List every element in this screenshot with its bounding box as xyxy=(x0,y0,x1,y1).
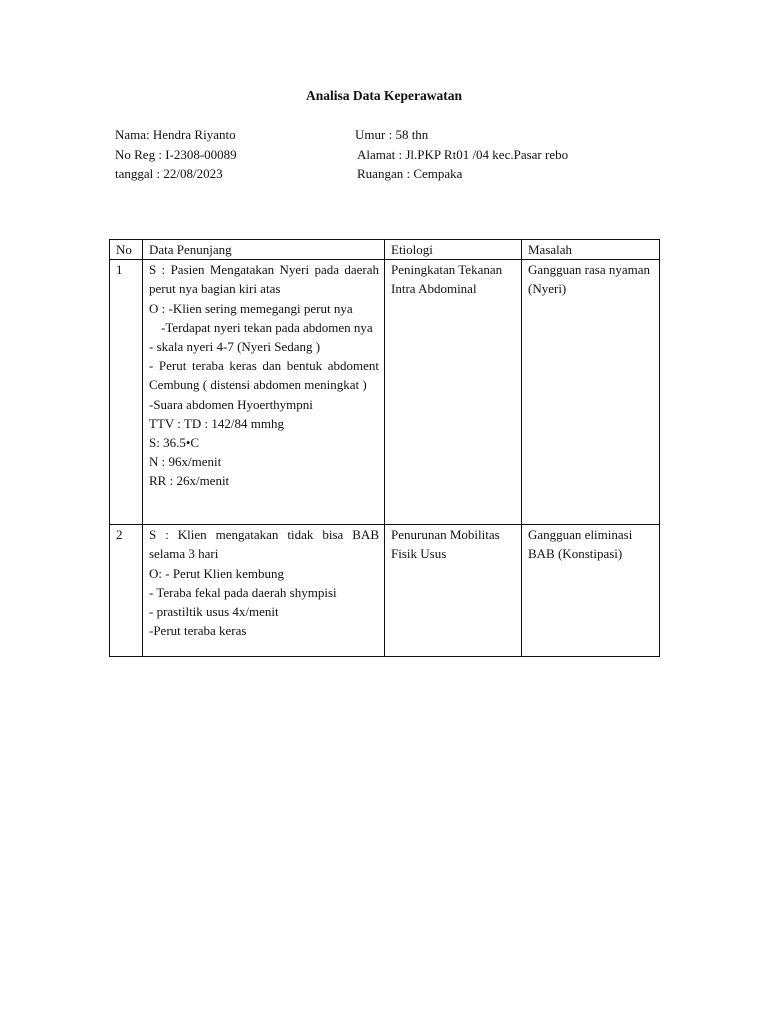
patient-info-right xyxy=(355,125,568,184)
table-row xyxy=(110,525,660,657)
analysis-table xyxy=(109,239,660,657)
objective-data: -Terdapat nyeri tekan pada abdomen nya xyxy=(161,319,373,335)
patient-info-left xyxy=(115,125,237,184)
table-row xyxy=(110,260,660,525)
etiologi-cell: Peningkatan Tekanan Intra Abdominal xyxy=(385,260,522,525)
header-masalah: Masalah xyxy=(522,240,660,260)
patient-room: Ruangan : Cempaka xyxy=(357,166,463,181)
vital-signs: TTV : TD : 142/84 mmhg xyxy=(149,415,284,431)
objective-data: -Suara abdomen Hyoerthympni xyxy=(149,396,313,412)
patient-age: Umur : 58 thn xyxy=(355,127,429,142)
data-penunjang-cell xyxy=(143,525,385,657)
objective-data: - skala nyeri 4-7 (Nyeri Sedang ) xyxy=(149,339,321,355)
header-etiologi: Etiologi xyxy=(385,240,522,260)
objective-data: -Perut teraba keras xyxy=(149,623,247,639)
subjective-data: S : Pasien Mengatakan Nyeri pada daerah perut nya bagian kiri atas xyxy=(149,262,379,297)
etiologi-cell: Penurunan Mobilitas Fisik Usus xyxy=(385,525,522,657)
header-data-penunjang: Data Penunjang xyxy=(143,240,385,260)
patient-reg-number: No Reg : I-2308-00089 xyxy=(115,146,237,162)
patient-name: Nama: Hendra Riyanto xyxy=(115,127,236,142)
row-number: 1 xyxy=(110,260,143,525)
document-title: Analisa Data Keperawatan xyxy=(306,88,462,103)
objective-data: - prastiltik usus 4x/menit xyxy=(149,604,279,620)
patient-address: Alamat : Jl.PKP Rt01 /04 kec.Pasar rebo xyxy=(357,146,569,162)
patient-date: tanggal : 22/08/2023 xyxy=(115,166,223,181)
vital-pulse: N : 96x/menit xyxy=(149,454,222,470)
vital-respiration: RR : 26x/menit xyxy=(149,473,230,489)
objective-data: O : -Klien sering memegangi perut nya xyxy=(149,300,353,316)
table-header-row xyxy=(110,240,660,260)
data-penunjang-cell xyxy=(143,260,385,525)
subjective-data: S : Klien mengatakan tidak bisa BAB selama 3 hari xyxy=(149,527,379,562)
masalah-cell: Gangguan rasa nyaman (Nyeri) xyxy=(522,260,660,525)
objective-data: - Teraba fekal pada daerah shympisi xyxy=(149,584,337,600)
row-number: 2 xyxy=(110,525,143,657)
header-no: No xyxy=(110,240,143,260)
objective-data: O: - Perut Klien kembung xyxy=(149,565,285,581)
objective-data: - Perut teraba keras dan bentuk abdoment Cembung ( distensi abdomen meningkat ) xyxy=(149,358,379,393)
masalah-cell: Gangguan eliminasi BAB (Konstipasi) xyxy=(522,525,660,657)
vital-temperature: S: 36.5•C xyxy=(149,435,200,451)
